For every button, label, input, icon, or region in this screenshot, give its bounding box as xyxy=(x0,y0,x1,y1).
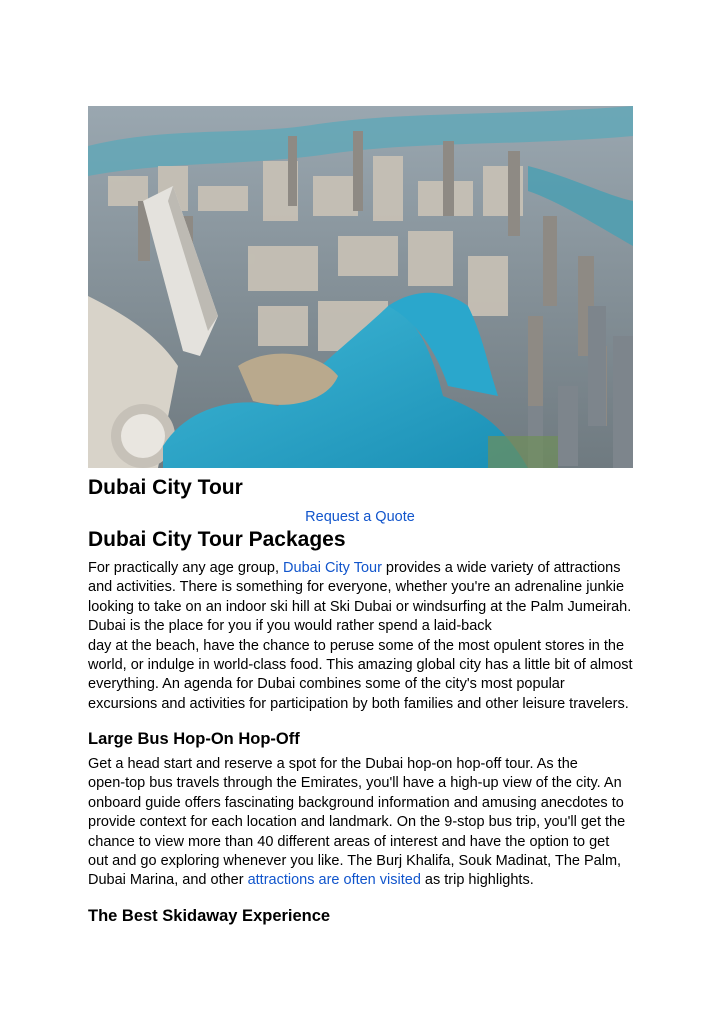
intro-text: provides a wide variety of attractions xyxy=(381,560,621,576)
bus-text: as trip highlights. xyxy=(420,872,534,889)
request-quote-link[interactable]: Request a Quote xyxy=(305,509,415,525)
dubai-city-tour-link[interactable]: Dubai City Tour xyxy=(283,560,382,576)
bus-line-6: out and go exploring whenever you like. The Burj Khalifa, Souk Madinat, The Palm, xyxy=(88,853,622,870)
intro-line-2: and activities. There is something for everyone, whether you're an adrenaline junkie xyxy=(88,579,625,596)
bus-line-7 xyxy=(88,871,648,890)
intro-line-6: world, or indulge in world-class food. This amazing global city has a little bit of almost xyxy=(88,657,633,674)
intro-line-7: everything. An agenda for Dubai combines some of the city's most popular xyxy=(88,676,565,693)
intro-paragraph xyxy=(88,559,648,714)
bus-line-2: open-top bus travels through the Emirates, you'll have a high-up view of the city. An xyxy=(88,775,622,792)
bus-heading: Large Bus Hop-On Hop-Off xyxy=(88,730,300,748)
skidaway-heading: The Best Skidaway Experience xyxy=(88,907,331,925)
intro-text: For practically any age group, xyxy=(88,560,284,576)
dubai-aerial-image xyxy=(88,106,633,468)
bus-paragraph xyxy=(88,755,648,891)
intro-line-3: looking to take on an indoor ski hill at Ski Dubai or windsurfing at the Palm Jumeirah. xyxy=(88,598,632,615)
bus-line-1: Get a head start and reserve a spot for the Dubai hop-on hop-off tour. As the xyxy=(88,756,578,772)
intro-line-5: day at the beach, have the chance to peruse some of the most opulent stores in the xyxy=(88,637,625,654)
bus-line-3: onboard guide offers fascinating background information and amusing anecdotes to xyxy=(88,794,624,811)
bus-text: Dubai Marina, and other xyxy=(88,872,248,889)
intro-line-8: excursions and activities for participation by both families and other leisure travelers. xyxy=(88,695,629,712)
dubai-aerial-photo-icon xyxy=(88,106,633,468)
intro-line-4: Dubai is the place for you if you would rather spend a laid-back xyxy=(88,618,492,635)
bus-line-4: provide context for each location and landmark. On the 9-stop bus trip, you'll get the xyxy=(88,814,626,831)
packages-heading: Dubai City Tour Packages xyxy=(88,528,346,551)
bus-line-5: chance to view more than 40 different areas of interest and have the option to get xyxy=(88,833,610,850)
intro-line-1 xyxy=(88,559,648,578)
attractions-link[interactable]: attractions are often visited xyxy=(247,872,421,889)
page-title: Dubai City Tour xyxy=(88,476,243,499)
